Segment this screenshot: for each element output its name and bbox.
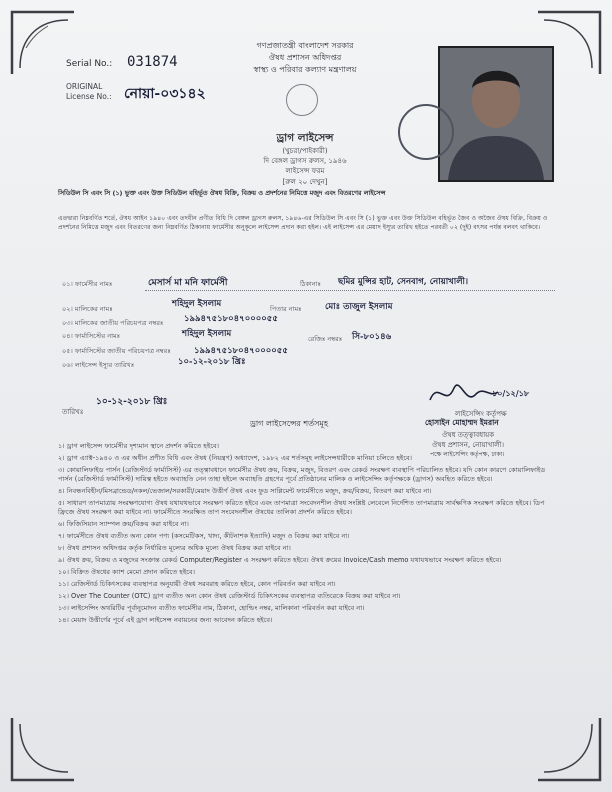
- date-label: তারিখঃ: [62, 408, 84, 416]
- dotted-line: [145, 290, 555, 291]
- condition-item: ১০। বিক্রিত ঔষধের ক্যাশ মেমো প্রদান করিতে হইবে।: [58, 568, 195, 576]
- condition-item: ১৩। লাইসেন্সিং অথরিটির পূর্বানুমোদন ব্যতীত ফার্মেসীর নাম, ঠিকানা, হোল্ডিং নম্বর, মালিকানা পরিবর্তন করা যাইবে না।: [58, 604, 365, 612]
- condition-item: ১। ড্রাগ লাইসেন্স ফার্মেসীর দৃশ্যমান স্থানে প্রদর্শন করিতে হইবে।: [58, 442, 219, 450]
- document-title: ড্রাগ লাইসেন্স: [276, 132, 334, 144]
- officer-office: ঔষধ প্রশাসন, নোয়াখালী।: [432, 441, 504, 449]
- condition-item: ৪। নিবন্ধনবিহীন/মিসব্রান্ডেড/নকল/ভেজাল/সরকারী/মেয়াদ উত্তীর্ণ ঔষধ এবং ফুড সাপ্লিমেন্ট ফার্মেসীতে মজুদ, ক্রয়/বিক্রয়, বিতরণ করা যাইবে না।: [58, 487, 432, 495]
- signature-icon: [420, 378, 550, 412]
- pharmacist-name-label: ০৪। ফার্মাসিস্টের নামঃ: [62, 332, 121, 340]
- govt-name: গণপ্রজাতন্ত্রী বাংলাদেশ সরকার: [256, 41, 354, 50]
- condition-item: ৫। সাধারণ তাপমাত্রায় সংরক্ষণযোগ্য ঔষধ যথাযথভাবে সংরক্ষণ করিতে হইবে এবং তাপমাত্রা সংবেদনশীল ঔষধ সংশ্লিষ্ট লেবেলে নির্দেশিত তাপমাত্রায় সার্বক্ষণিক সংরক্ষণ করিতে হইবে। ডিপ ফ্রিজে ঔষধ সংরক্ষণ করা যাইবে না। ফার্মেসীতে সংরক্ষিত তাপ সংবেদনশীল ঔষধের তালিকা প্রদর্শন করিতে হইবে।: [58, 499, 545, 516]
- officer-capacity: পক্ষে লাইসেন্সিং কর্তৃপক্ষ, ঢাকা।: [430, 451, 505, 458]
- serial-number: 031874: [127, 54, 178, 70]
- license-no-label: License No.:: [66, 92, 112, 101]
- license-form-label: লাইসেন্স ফরম: [285, 167, 325, 175]
- original-label: ORIGINAL: [66, 82, 103, 91]
- ministry-name: স্বাস্থ্য ও পরিবার কল্যাণ মন্ত্রণালয়: [253, 65, 357, 74]
- condition-item: ১৪। মেয়াদ উত্তীর্ণের পূর্বে এই ড্রাগ লাইসেন্স নবায়নের জন্য আবেদন করিতে হইবে।: [58, 616, 273, 624]
- license-number: নোয়া-০৩১৪২: [124, 86, 206, 102]
- license-subject: সিডিউল সি এবং সি (১) ভুক্ত এবং উক্ত সিডিউল বহির্ভূত ঔষধ বিক্রি, বিক্রয় ও প্রদর্শনের নিমিত্তে মজুদ এবং বিতরণের লাইসেন্স: [58, 189, 386, 197]
- pharmacist-name: শহিদুল ইসলাম: [182, 329, 232, 339]
- license-type: (খুচরা/পাইকারী): [282, 147, 328, 155]
- directorate-name: ঔষধ প্রশাসন অধিদপ্তর: [268, 53, 342, 62]
- condition-item: ৭। ফার্মেসীতে ঔষধ ব্যতীত অন্য কোন পণ্য (কসমেটিকস, খাদ্য, কীটনাশক ইত্যাদি) মজুদ ও বিক্রয় করা যাইবে না।: [58, 532, 350, 540]
- father-name: মোঃ তাজুল ইসলাম: [325, 302, 393, 312]
- pharmacist-nid: ১৯৯৪৭৫১৮০৪৭০০০০৫৫: [194, 346, 288, 356]
- pharmacy-name: মেসার্স মা মনি ফার্মেসী: [148, 278, 228, 288]
- issue-date: ১০-১২-২০১৮ খ্রিঃ: [178, 357, 246, 367]
- intro-paragraph: এতদ্বারা নিম্নবর্ণিত শর্তে, ঔষধ আইন ১৯৪০ এবং তদধীন প্রণীত বিধি দি বেঙ্গল ড্রাগস রুলস, ১৯৪৬-এর সিডিউল সি এবং সি (১) ভুক্ত এবং উক্ত সিডিউল বহির্ভূত জৈব ও অজৈব ঔষধ বিক্রি, বিক্রয় ও প্রদর্শনের নিমিত্তে মজুদ এবং বিতরণের জন্য নিম্নবর্ণিত ঠিকানায় ফার্মেসীর অনুকূলে লাইসেন্স প্রদান করা হইল। এই লাইসেন্স এর মেয়াদ ইস্যুর তারিখ হইতে পরবর্তী ০২ (দুই) বৎসর পর্যন্ত বলবৎ থাকিবে।: [58, 215, 548, 231]
- condition-item: ৯। ঔষধ ক্রয়, বিক্রয় ও মজুদের সংক্রান্ত রেকর্ড Computer/Register এ সংরক্ষণ করিতে হইবে। ঔষধ ক্রয়ের Invoice/Cash memo যথাযথভাবে সংরক্ষণ করিতে হইবে।: [58, 556, 502, 564]
- licensee-photo: [438, 46, 554, 182]
- rule-number: [রুল ২০ দেখুন]: [282, 178, 328, 186]
- father-name-label: পিতার নামঃ: [270, 305, 302, 313]
- condition-item: ৮। ঔষধ প্রশাসন অধিদপ্তর কর্তৃক নির্ধারিত মূল্যের অধিক মূল্যে ঔষধ বিক্রয় করা যাইবে না।: [58, 544, 291, 552]
- certificate-date: ১০-১২-২০১৮ খ্রিঃ: [96, 397, 168, 407]
- condition-item: ৬। ফিজিসিয়ান স্যাম্পল ক্রয়/বিক্রয় করা যাইবে না।: [58, 520, 189, 528]
- conditions-list: [58, 442, 558, 625]
- owner-name: শহিদুল ইসলাম: [172, 299, 222, 309]
- owner-name-label: ০২। মালিকের নামঃ: [62, 305, 113, 313]
- pharmacist-nid-label: ০৫। ফার্মাসিস্টের জাতীয় পরিচয়পত্র নম্বরঃ: [62, 347, 171, 355]
- licensing-authority-label: লাইসেন্সিং কর্তৃপক্ষ: [455, 410, 507, 418]
- corner-ornament-bottom-right: [534, 714, 604, 784]
- signature-date: ১০/১২/১৮: [492, 388, 530, 398]
- serial-label: Serial No.:: [66, 59, 113, 69]
- officer-designation: ঔষধ তত্ত্বাবধায়ক: [442, 431, 495, 439]
- address-label: ঠিকানাঃ: [300, 280, 321, 288]
- condition-item: ১১। রেজিস্টার্ড চিকিৎসকের ব্যবস্থাপত্র অনুযায়ী ঔষধ সরবরাহ করিতে হইবে, কোন পরিবর্তন করা যাইবে না।: [58, 580, 336, 588]
- reg-number-label: রেজিঃ নম্বরঃ: [308, 335, 343, 343]
- condition-item: ৩। কোয়ালিফাইড পার্সন (রেজিস্টার্ড ফার্মাসিস্ট) এর তত্ত্বাবধানে ফার্মেসীর ঔষধ ক্রয়, বিক্রয়, মজুদ, বিতরণ এবং রেকর্ড সংরক্ষণ ব্যবস্থাপি পরিচালিত হইবে। যদি কোন কারণে কোয়ালিফাইড পার্সন (রেজিস্টার্ড ফার্মাসিস্ট) দায়িত্ব হইতে অব্যাহতি নেন তাহা হইলে অব্যাহতি গ্রহণের পূর্বে প্রতিষ্ঠানের মালিক ও লাইসেন্সিং কর্তৃপক্ষকে (ড্রাগস) অবহিত করিতে হইবে।: [58, 466, 546, 483]
- owner-nid-label: ০৩। মালিকের জাতীয় পরিচয়পত্র নম্বরঃ: [62, 319, 164, 327]
- government-emblem-icon: [286, 84, 318, 116]
- pharmacy-address: ছমির মুন্সির হাট, সেনবাগ, নোয়াখালী।: [338, 277, 469, 287]
- officer-name: হোসাইন মোহাম্মদ ইমরান: [425, 418, 499, 427]
- owner-nid: ১৯৯৪৭৫১৮০৪৭০০০০৫৫: [184, 314, 278, 324]
- pharmacy-name-label: ০১। ফার্মেসীর নামঃ: [62, 280, 113, 288]
- condition-item: ১২। Over The Counter (OTC) ড্রাগ ব্যতীত অন্য কোন ঔষধ রেজিস্টার্ড চিকিৎসকের ব্যবস্থাপত্র ব্যতিরেকে বিক্রয় করা যাইবে না।: [58, 592, 401, 600]
- condition-item: ২। ড্রাগ এ্যাক্ট-১৯৪০ ও এর অধীন প্রণীত বিধি এবং ঔষধ (নিয়ন্ত্রণ) অধ্যাদেশ, ১৯৮২ এর শর্তসমূহ লাইসেন্সধারীকে মানিয়া চলিতে হইবে।: [58, 454, 413, 462]
- issue-date-label: ০৬। লাইসেন্স ইস্যুর তারিখঃ: [62, 361, 135, 369]
- corner-ornament-bottom-left: [8, 714, 78, 784]
- conditions-title: ড্রাগ লাইসেন্সের শর্তসমূহ: [250, 419, 329, 428]
- person-photo-icon: [440, 48, 552, 180]
- rules-reference: দি বেঙ্গল ড্রাগস রুলস, ১৯৪৬: [263, 157, 347, 165]
- reg-number: সি-৮০১৪৬: [352, 332, 392, 342]
